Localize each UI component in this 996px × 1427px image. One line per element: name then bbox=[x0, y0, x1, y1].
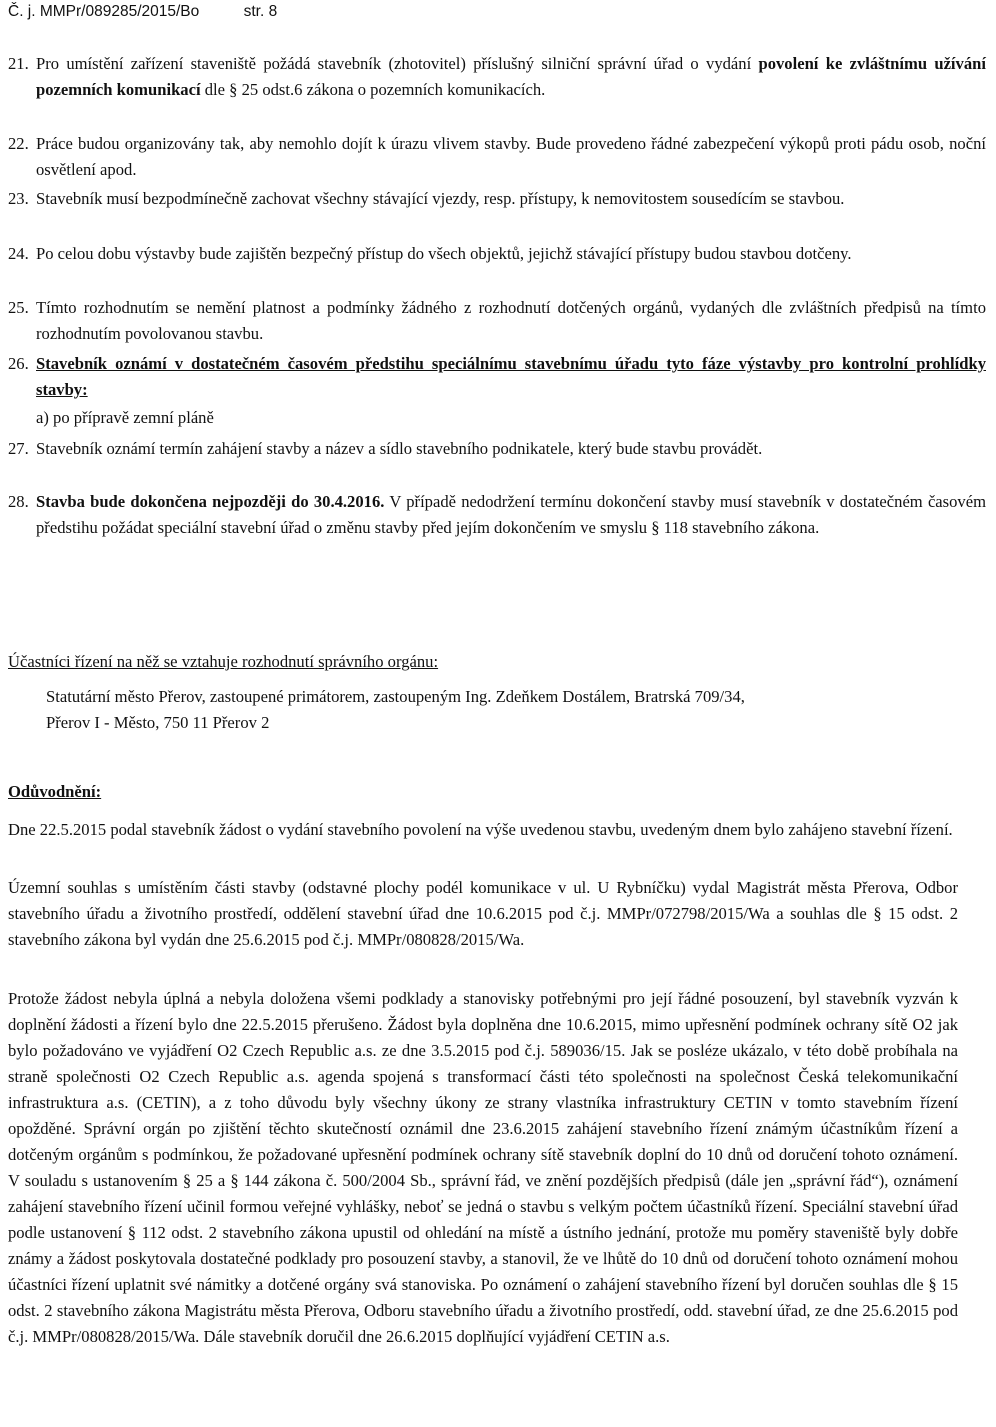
condition-text: Po celou dobu výstavby bude zajištěn bezpečný přístup do všech objektů, jejichž stávající přístupy budou stavbou dotčeny. bbox=[36, 244, 852, 263]
reasoning-heading: Odůvodnění: bbox=[8, 782, 102, 801]
condition-number: 22. bbox=[8, 134, 29, 153]
condition-number: 28. bbox=[8, 492, 29, 511]
condition-text: Stavebník musí bezpodmínečně zachovat všechny stávající vjezdy, resp. přístupy, k nemovitostem sousedícím se stavbou. bbox=[36, 189, 845, 208]
condition-text: Pro umístění zařízení staveniště požádá stavebník (zhotovitel) příslušný silniční správní úřad o vydání bbox=[36, 54, 759, 73]
condition-26-subitem bbox=[8, 405, 986, 431]
condition-number: 24. bbox=[8, 244, 29, 263]
participants-line-1: Statutární město Přerov, zastoupené primátorem, zastoupeným Ing. Zdeňkem Dostálem, Bratrská 709/34, bbox=[46, 687, 745, 706]
condition-number: 21. bbox=[8, 54, 29, 73]
condition-number: 26. bbox=[8, 354, 29, 373]
condition-number: 25. bbox=[8, 298, 29, 317]
condition-27 bbox=[8, 436, 986, 462]
participants-line-2: Přerov I - Město, 750 11 Přerov 2 bbox=[46, 713, 270, 732]
condition-text: V případě nedodržení termínu dokončení stavby musí stavebník v dostatečném časovém předstihu požádat speciální stavební úřad o změnu stavby před jejím dokončením ve smyslu § 118 stavebního zákona. bbox=[36, 492, 986, 537]
condition-21 bbox=[8, 51, 986, 103]
document-reference: Č. j. MMPr/089285/2015/Bo bbox=[8, 3, 200, 20]
condition-text-cont: dle § 25 odst.6 zákona o pozemních komunikacích. bbox=[200, 80, 546, 99]
condition-number: 23. bbox=[8, 189, 29, 208]
condition-28 bbox=[8, 489, 986, 541]
reasoning-paragraph-3: Protože žádost nebyla úplná a nebyla doložena všemi podklady a stanovisky potřebnými pro její řádné posouzení, byl stavebník vyzván k doplnění žádosti a řízení bylo dne 22.5.2015 přerušeno. Žádost byla doplněna dne 10.6.2015, mimo upřesnění podmínek ochrany sítě O2 jak bylo požadováno ve vyjádření O2 Czech Republic a.s. ze dne 3.5.2015 pod č.j. 589036/15. Jak se posléze ukázalo, v této době probíhala na straně společnosti O2 Czech Republic a.s. agenda spojená s transformací části této společnosti na společnost Česká telekomunikační infrastruktura a.s. (CETIN), a z toho důvodu byly všechny úkony ze strany vlastníka infrastruktury CETIN v tomto stavebním řízení opožděné. Správní orgán po zjištění těchto skutečností oznámil dne 23.6.2015 zahájení stavebního řízení známým účastníkům řízení a dotčeným orgánům s podmínkou, že požadované upřesnění podmínek ochrany sítě stavebník doplní do 10 dnů od doručení tohoto oznámení. V souladu s ustanovením § 25 a § 144 zákona č. 500/2004 Sb., správní řád, ve znění pozdějších předpisů (dále jen „správní řád“), oznámení zahájení stavebního řízení učinil formou veřejné vyhlášky, neboť se jedná o stavbu s velkým počtem účastníků řízení. Speciální stavební úřad podle ustanovení § 112 odst. 2 stavebního zákona upustil od ohledání na místě a ústního jednání, protože mu poměry staveniště byly dobře známy a žádost poskytovala dostatečné podklady pro posouzení stavby, a stanovil, že ve lhůtě do 10 dnů od doručení tohoto oznámení mohou účastníci řízení uplatnit své námitky a dotčené orgány svá stanoviska. Po oznámení o zahájení stavebního řízení byl doručen souhlas dle § 15 odst. 2 stavebního zákona Magistrátu města Přerova, Odboru stavebního úřadu a životního prostředí, odd. stavební úřad, ze dne 25.6.2015 pod č.j. MMPr/080828/2015/Wa. Dále stavebník doručil dne 26.6.2015 doplňující vyjádření CETIN a.s. bbox=[8, 989, 958, 1346]
subitem-text: a) po přípravě zemní pláně bbox=[36, 408, 214, 427]
condition-26 bbox=[8, 351, 986, 403]
condition-number: 27. bbox=[8, 439, 29, 458]
condition-text: Stavebník oznámí termín zahájení stavby a název a sídlo stavebního podnikatele, který bude stavbu provádět. bbox=[36, 439, 763, 458]
condition-text: Stavebník oznámí v dostatečném časovém předstihu speciálnímu stavebnímu úřadu tyto fáze výstavby pro kontrolní prohlídky stavby: bbox=[36, 354, 986, 399]
condition-text: Práce budou organizovány tak, aby nemohlo dojít k úrazu vlivem stavby. Bude provedeno řádné zabezpečení výkopů proti pádu osob, noční osvětlení apod. bbox=[36, 134, 986, 179]
condition-22 bbox=[8, 131, 986, 183]
condition-23 bbox=[8, 186, 986, 212]
reasoning-paragraph-1: Dne 22.5.2015 podal stavebník žádost o vydání stavebního povolení na výše uvedenou stavbu, uvedeným dnem bylo zahájeno stavební řízení. bbox=[8, 820, 953, 839]
participants-heading: Účastníci řízení na něž se vztahuje rozhodnutí správního orgánu: bbox=[8, 652, 439, 671]
condition-bold-text: Stavba bude dokončena nejpozději do 30.4.2016. bbox=[36, 492, 385, 511]
reasoning-paragraph-2: Územní souhlas s umístěním části stavby (odstavné plochy podél komunikace v ul. U Rybníčku) vydal Magistrát města Přerova, Odbor stavebního úřadu a životního prostředí, oddělení stavební úřad dne 10.6.2015 pod č.j. MMPr/072798/2015/Wa a souhlas dle § 15 odst. 2 stavebního zákona byl vydán dne 25.6.2015 pod č.j. MMPr/080828/2015/Wa. bbox=[8, 878, 958, 949]
condition-24 bbox=[8, 241, 986, 267]
page-number: str. 8 bbox=[243, 3, 278, 20]
condition-bold-text: povolení ke zvláštnímu užívání pozemních komunikací bbox=[36, 54, 986, 99]
page-header bbox=[8, 3, 277, 21]
condition-25 bbox=[8, 295, 986, 347]
condition-text: Tímto rozhodnutím se nemění platnost a podmínky žádného z rozhodnutí dotčených orgánů, vydaných dle zvláštních předpisů na tímto rozhodnutím povolovanou stavbu. bbox=[36, 298, 986, 343]
